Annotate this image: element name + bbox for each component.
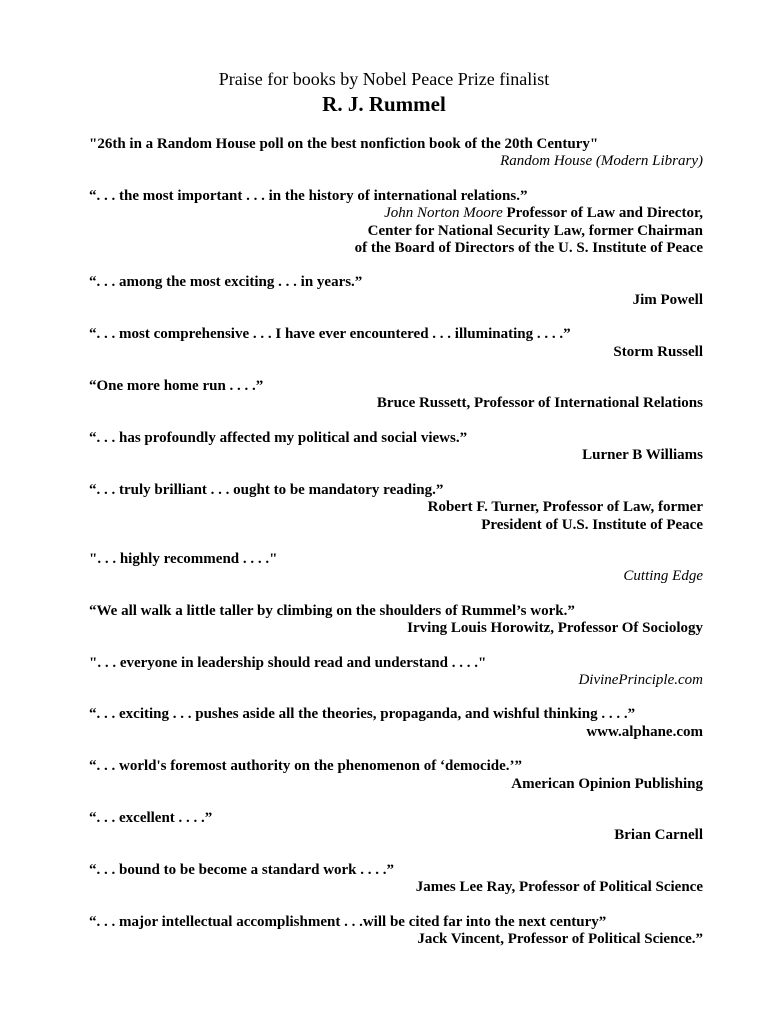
praise-quote: “. . . exciting . . . pushes aside all the theories, propaganda, and wishful thinking . . . .”: [89, 706, 636, 723]
attribution-line: Robert F. Turner, Professor of Law, former: [427, 499, 703, 516]
praise-quote: ". . . everyone in leadership should read and understand . . . .": [89, 654, 487, 671]
attribution-line: American Opinion Publishing: [511, 775, 703, 792]
attribution-source: Cutting Edge: [623, 568, 703, 585]
praise-entry: [89, 914, 703, 949]
praise-attribution: [89, 776, 703, 793]
attribution-line: Jim Powell: [632, 291, 703, 308]
attribution-line: President of U.S. Institute of Peace: [481, 516, 703, 533]
praise-entry: [89, 378, 703, 413]
attribution-line: Irving Louis Horowitz, Professor Of Sociology: [407, 620, 703, 637]
praise-entry: [89, 655, 703, 690]
attribution-source: Random House (Modern Library): [500, 153, 703, 170]
praise-attribution: [89, 499, 703, 534]
praise-quote: “One more home run . . . .”: [89, 378, 264, 395]
attribution-line: www.alphane.com: [586, 723, 703, 740]
praise-quote: “. . . major intellectual accomplishment . . .will be cited far into the next century”: [89, 913, 607, 930]
praise-quote: ". . . highly recommend . . . .": [89, 550, 278, 567]
attribution-line: Lurner B Williams: [582, 447, 703, 464]
attribution-line: [89, 568, 703, 585]
praise-entry: [89, 274, 703, 309]
praise-entry: [89, 551, 703, 586]
praise-entry: [89, 706, 703, 741]
praise-list: [89, 136, 703, 965]
praise-attribution: [89, 292, 703, 309]
praise-entry: [89, 862, 703, 897]
praise-attribution: [89, 931, 703, 948]
attribution-line: Center for National Security Law, former Chairman: [367, 222, 703, 239]
praise-quote: “. . . bound to be become a standard work . . . .”: [89, 861, 395, 878]
praise-entry: [89, 758, 703, 793]
praise-entry: [89, 430, 703, 465]
praise-attribution: [89, 568, 703, 585]
praise-attribution: [89, 672, 703, 689]
praise-attribution: [89, 447, 703, 464]
praise-quote: “. . . truly brilliant . . . ought to be mandatory reading.”: [89, 481, 444, 498]
praise-attribution: [89, 205, 703, 257]
praise-quote: “. . . among the most exciting . . . in years.”: [89, 274, 363, 291]
attribution-line: Bruce Russett, Professor of International Relations: [376, 395, 703, 412]
praise-attribution: [89, 395, 703, 412]
attribution-source: John Norton Moore: [384, 205, 503, 222]
praise-quote: “. . . most comprehensive . . . I have ever encountered . . . illuminating . . . .”: [89, 326, 571, 343]
praise-attribution: [89, 879, 703, 896]
praise-attribution: [89, 827, 703, 844]
praise-entry: [89, 810, 703, 845]
attribution-line: [89, 672, 703, 689]
praise-attribution: [89, 724, 703, 741]
praise-entry: [89, 188, 703, 258]
praise-entry: [89, 326, 703, 361]
praise-quote: “. . . has profoundly affected my political and social views.”: [89, 429, 468, 446]
praise-quote: “We all walk a little taller by climbing on the shoulders of Rummel’s work.”: [89, 602, 575, 619]
praise-entry: [89, 136, 703, 171]
praise-attribution: [89, 344, 703, 361]
praise-attribution: [89, 620, 703, 637]
attribution-source: DivinePrinciple.com: [578, 671, 703, 688]
attribution-line: James Lee Ray, Professor of Political Science: [415, 879, 703, 896]
attribution-line: Jack Vincent, Professor of Political Science.”: [417, 931, 703, 947]
praise-entry: [89, 603, 703, 638]
praise-attribution: [89, 153, 703, 170]
page-subtitle: Praise for books by Nobel Peace Prize finalist: [218, 69, 550, 89]
attribution-line: [89, 153, 703, 170]
page-title: R. J. Rummel: [322, 92, 446, 116]
praise-entry: [89, 482, 703, 534]
praise-quote: “. . . world's foremost authority on the phenomenon of ‘democide.’”: [89, 758, 523, 775]
praise-quote: "26th in a Random House poll on the best nonfiction book of the 20th Century": [89, 136, 599, 152]
attribution-line: of the Board of Directors of the U. S. Institute of Peace: [354, 240, 703, 257]
attribution-line: Brian Carnell: [614, 827, 703, 844]
attribution-line: Storm Russell: [613, 343, 703, 360]
praise-quote: “. . . excellent . . . .”: [89, 809, 213, 826]
praise-quote: “. . . the most important . . . in the history of international relations.”: [89, 187, 528, 204]
attribution-line: [89, 205, 703, 222]
attribution-text: Professor of Law and Director,: [502, 205, 703, 222]
